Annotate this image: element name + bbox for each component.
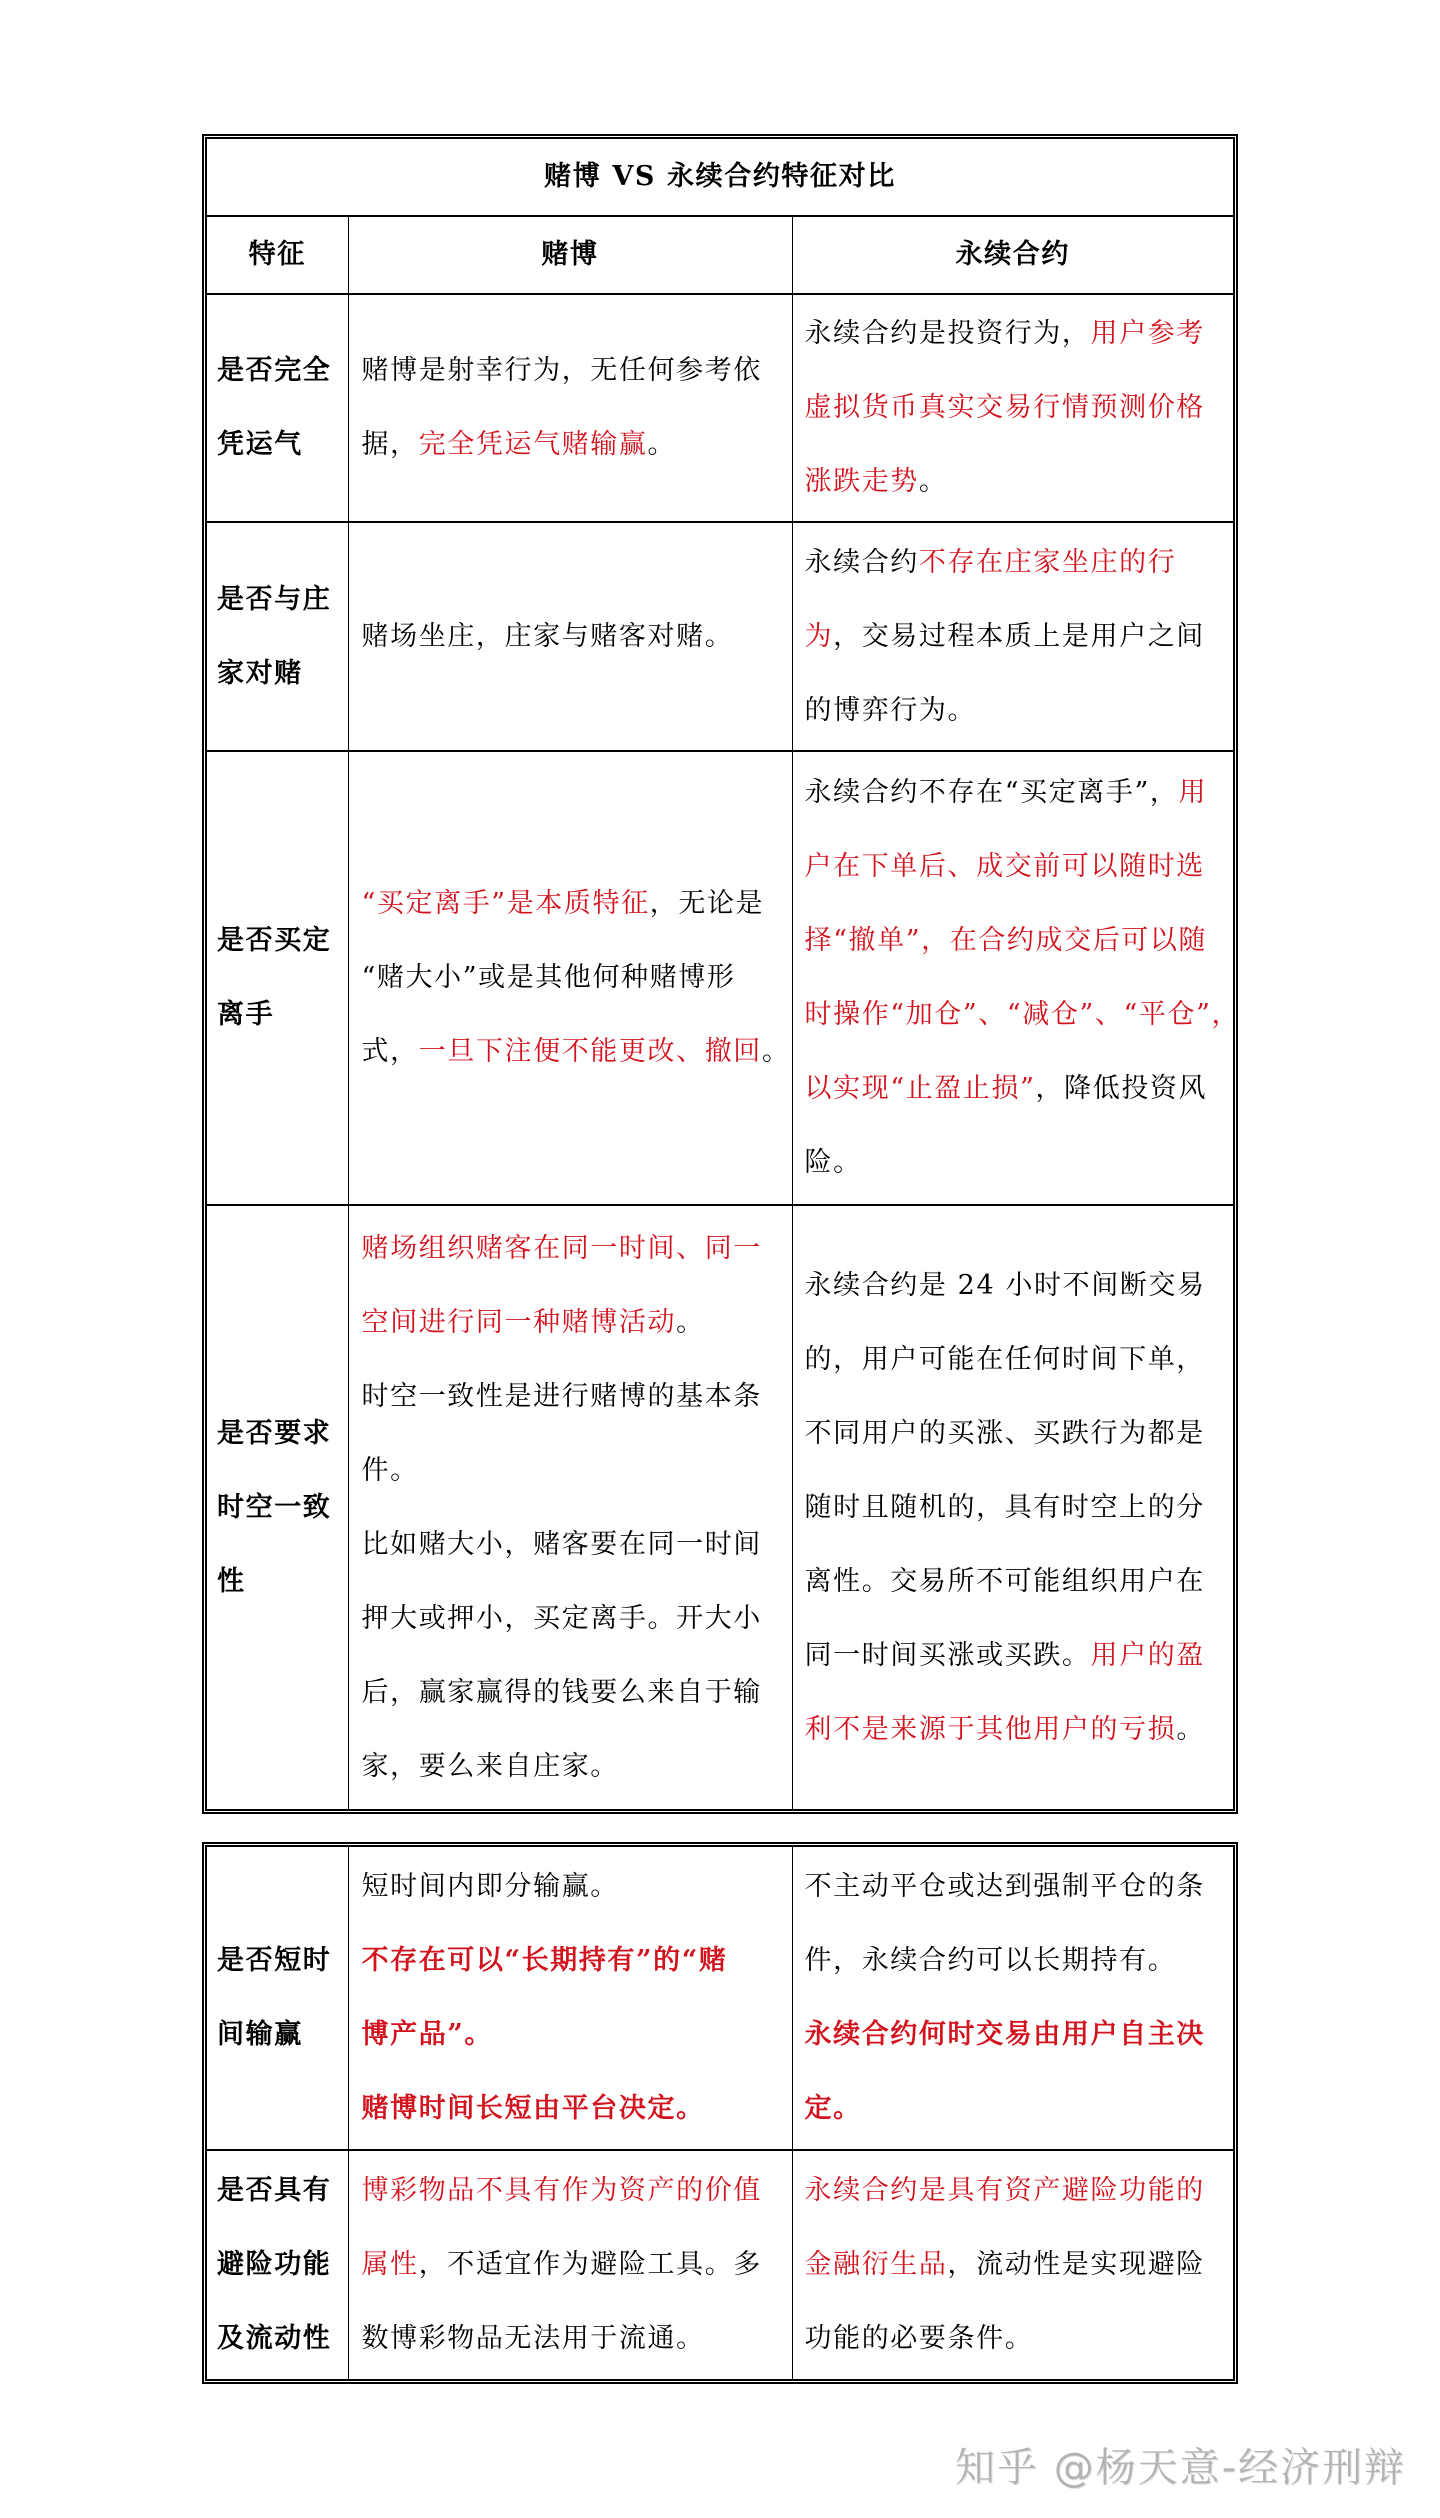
text-segment: 金融衍生品 [804,2249,948,2280]
text-segment: 同一时间买涨或买跌。 [804,1639,1091,1671]
feature-line: 是否买定 [217,925,332,956]
feature-line: 性 [217,1565,246,1597]
text-segment: 涨跌走势 [804,466,919,497]
cell-line [805,1619,1234,1693]
text-segment: 一旦下注便不能更改、撤回 [418,1036,762,1067]
text-segment: 。 [761,1036,791,1067]
header-feature: 特征 [207,216,348,294]
text-segment: 不同用户的买涨、买跌行为都是 [804,1417,1205,1449]
gambling-cell [348,294,792,522]
text-segment: 不存在可以“长期持有”的“赌 [361,1945,728,1976]
text-segment: 永续合约是 24 小时不间断交易 [804,1269,1206,1301]
text-segment: 时空一致性是进行赌博的基本条 [361,1380,762,1412]
table-row [207,522,1233,751]
table-title: 赌博 VS 永续合约特征对比 [544,161,896,192]
text-segment: 。 [918,466,948,497]
feature-line: 是否完全 [217,355,332,386]
text-segment: 数博彩物品无法用于流通。 [361,2323,705,2354]
text-segment: 用 [1178,777,1208,808]
text-segment: 短时间内即分输赢。 [361,1871,619,1902]
feature-line: 避险功能 [217,2249,332,2280]
text-segment: 离性。交易所不可能组织用户在 [804,1565,1205,1597]
feature-line: 时空一致 [217,1491,332,1523]
cell-line [805,371,1234,445]
cell-line [362,1730,792,1804]
text-segment: 后，赢家赢得的钱要么来自于输 [361,1676,762,1708]
text-segment: 用户的盈 [1090,1639,1205,1671]
cell-line [805,904,1234,978]
text-segment: “买定离手”是本质特征 [361,888,650,919]
cell-line [362,2302,792,2376]
feature-line: 是否具有 [217,2175,332,2206]
cell-line [362,1582,792,1656]
text-segment: 博彩物品不具有作为资产的价值 [361,2175,762,2206]
text-segment: 据， [361,429,419,460]
text-segment: 永续合约是具有资产避险功能的 [804,2175,1205,2206]
feature-line: 间输赢 [217,2019,303,2050]
cell-line [362,941,792,1015]
text-segment: 赌博是射幸行为，无任何参考依 [361,355,762,386]
text-segment: 为 [804,620,834,652]
text-segment: 虚拟货币真实交易行情预测价格 [804,392,1205,423]
cell-line [805,756,1234,830]
text-segment: ，不适宜作为避险工具。多 [418,2249,762,2280]
text-segment: 永续合约何时交易由用户自主决 [804,2019,1205,2050]
text-segment: 永续合约是投资行为， [804,318,1091,349]
perpetual-contract-cell [792,294,1233,522]
feature-cell [207,2150,348,2379]
cell-line [362,1508,792,1582]
feature-line: 凭运气 [217,429,303,460]
cell-line [805,1052,1234,1126]
gambling-cell [348,2150,792,2379]
text-segment: 以实现“止盈止损” [804,1073,1036,1104]
cell-line [805,445,1234,519]
cell-line [362,2072,792,2146]
comparison-table [207,139,1241,1809]
cell-line [362,408,792,482]
cell-line [805,1924,1234,1998]
feature-line: 家对赌 [217,657,303,689]
text-segment: 赌场坐庄，庄家与赌客对赌。 [361,620,734,652]
cell-line [805,1397,1234,1471]
text-segment: 件，永续合约可以长期持有。 [804,1945,1177,1976]
cell-line [362,1212,792,1286]
text-segment: 永续合约不存在“买定离手”， [804,777,1179,808]
text-segment: 押大或押小，买定离手。开大小 [361,1602,762,1634]
feature-cell [207,294,348,522]
text-segment: 赌博时间长短由平台决定。 [361,2093,705,2124]
cell-line [805,2302,1234,2376]
cell-line [362,867,792,941]
text-segment: 。 [647,429,677,460]
feature-line: 是否与庄 [217,583,332,615]
cell-line [362,1286,792,1360]
cell-line [362,600,792,674]
cell-line [805,1693,1234,1767]
text-segment: ，交易过程本质上是用户之间 [833,620,1205,652]
table-row [207,2150,1233,2379]
text-segment: 属性 [361,2249,419,2280]
cell-line [362,1998,792,2072]
feature-cell [207,522,348,751]
cell-line [805,1850,1234,1924]
text-segment: 件。 [361,1454,419,1486]
text-segment: 永续合约 [804,546,919,578]
perpetual-contract-cell [792,1205,1233,1809]
gambling-cell [348,1847,792,2150]
table-row [207,1205,1233,1809]
cell-line [804,978,1241,1052]
cell-line [805,1471,1234,1545]
feature-line: 是否要求 [217,1417,332,1449]
text-segment: 的，用户可能在任何时间下单， [804,1343,1205,1375]
feature-line: 离手 [217,999,275,1030]
text-segment: 家，要么来自庄家。 [361,1750,619,1782]
cell-line [805,1126,1234,1200]
cell-line [362,2228,792,2302]
gambling-cell [348,1205,792,1809]
table-row [207,1847,1233,2150]
comparison-table-part-2 [202,1842,1238,2384]
cell-line [362,1360,792,1434]
text-segment: 险。 [804,1147,862,1178]
gambling-cell [348,522,792,751]
text-segment: 空间进行同一种赌博活动 [361,1306,677,1338]
text-segment: 随时且随机的，具有时空上的分 [804,1491,1205,1523]
text-segment: 用户参考 [1090,318,1205,349]
text-segment: ，无论是 [649,888,765,919]
text-segment: 功能的必要条件。 [804,2323,1034,2354]
comparison-table [207,1847,1233,2379]
cell-line [805,830,1234,904]
watermark: 知乎 @杨天意-经济刑辩 [955,2445,1407,2491]
text-segment: 定。 [804,2093,862,2124]
text-segment: 博产品”。 [361,2019,494,2050]
cell-line [362,2154,792,2228]
cell-line [805,526,1234,600]
cell-line [805,2154,1234,2228]
text-segment: 的博弈行为。 [804,694,977,726]
cell-line [805,1545,1234,1619]
header-gambling: 赌博 [348,216,792,294]
text-segment: 比如赌大小，赌客要在同一时间 [361,1528,762,1560]
text-segment: 。 [676,1306,705,1338]
text-segment: 完全凭运气赌输赢 [418,429,648,460]
perpetual-contract-cell [792,522,1233,751]
gambling-cell [348,751,792,1205]
text-segment: 择“撤单”，在合约成交后可以随 [804,925,1208,956]
title-row [207,139,1233,216]
text-segment: “赌大小”或是其他何种赌博形 [361,962,736,993]
feature-line: 及流动性 [217,2323,332,2354]
text-segment: 不存在庄家坐庄的行 [918,546,1177,578]
cell-line [362,1015,792,1089]
text-segment: 利不是来源于其他用户的亏损 [804,1713,1177,1745]
cell-line [805,2072,1234,2146]
cell-line [805,1249,1234,1323]
feature-cell [207,751,348,1205]
cell-line [805,1998,1234,2072]
cell-line [805,1323,1234,1397]
feature-cell [207,1205,348,1809]
feature-cell [207,1847,348,2150]
cell-line [362,334,792,408]
text-segment: 赌场组织赌客在同一时间、同一 [361,1232,762,1264]
cell-line [805,600,1234,674]
cell-line [805,2228,1234,2302]
text-segment: ，流动性是实现避险 [947,2249,1205,2280]
header-row [207,216,1233,294]
cell-line [362,1850,792,1924]
cell-line [362,1434,792,1508]
header-perpetual-contract: 永续合约 [792,216,1233,294]
cell-line [362,1656,792,1730]
table-row [207,751,1233,1205]
perpetual-contract-cell [792,751,1241,1205]
feature-line: 是否短时 [217,1945,332,1976]
text-segment: 时操作“加仓”、“减仓”、“平仓”， [804,999,1241,1030]
table-row [207,294,1233,522]
perpetual-contract-cell [792,2150,1233,2379]
comparison-table-part-1 [202,134,1241,1814]
cell-line [805,674,1234,748]
perpetual-contract-cell [792,1847,1233,2150]
cell-line [362,1924,792,1998]
text-segment: 不主动平仓或达到强制平仓的条 [804,1871,1205,1902]
text-segment: ，降低投资风 [1035,1073,1208,1104]
text-segment: 。 [1176,1713,1205,1745]
text-segment: 户在下单后、成交前可以随时选 [804,851,1205,882]
text-segment: 式， [361,1036,419,1067]
cell-line [805,297,1234,371]
